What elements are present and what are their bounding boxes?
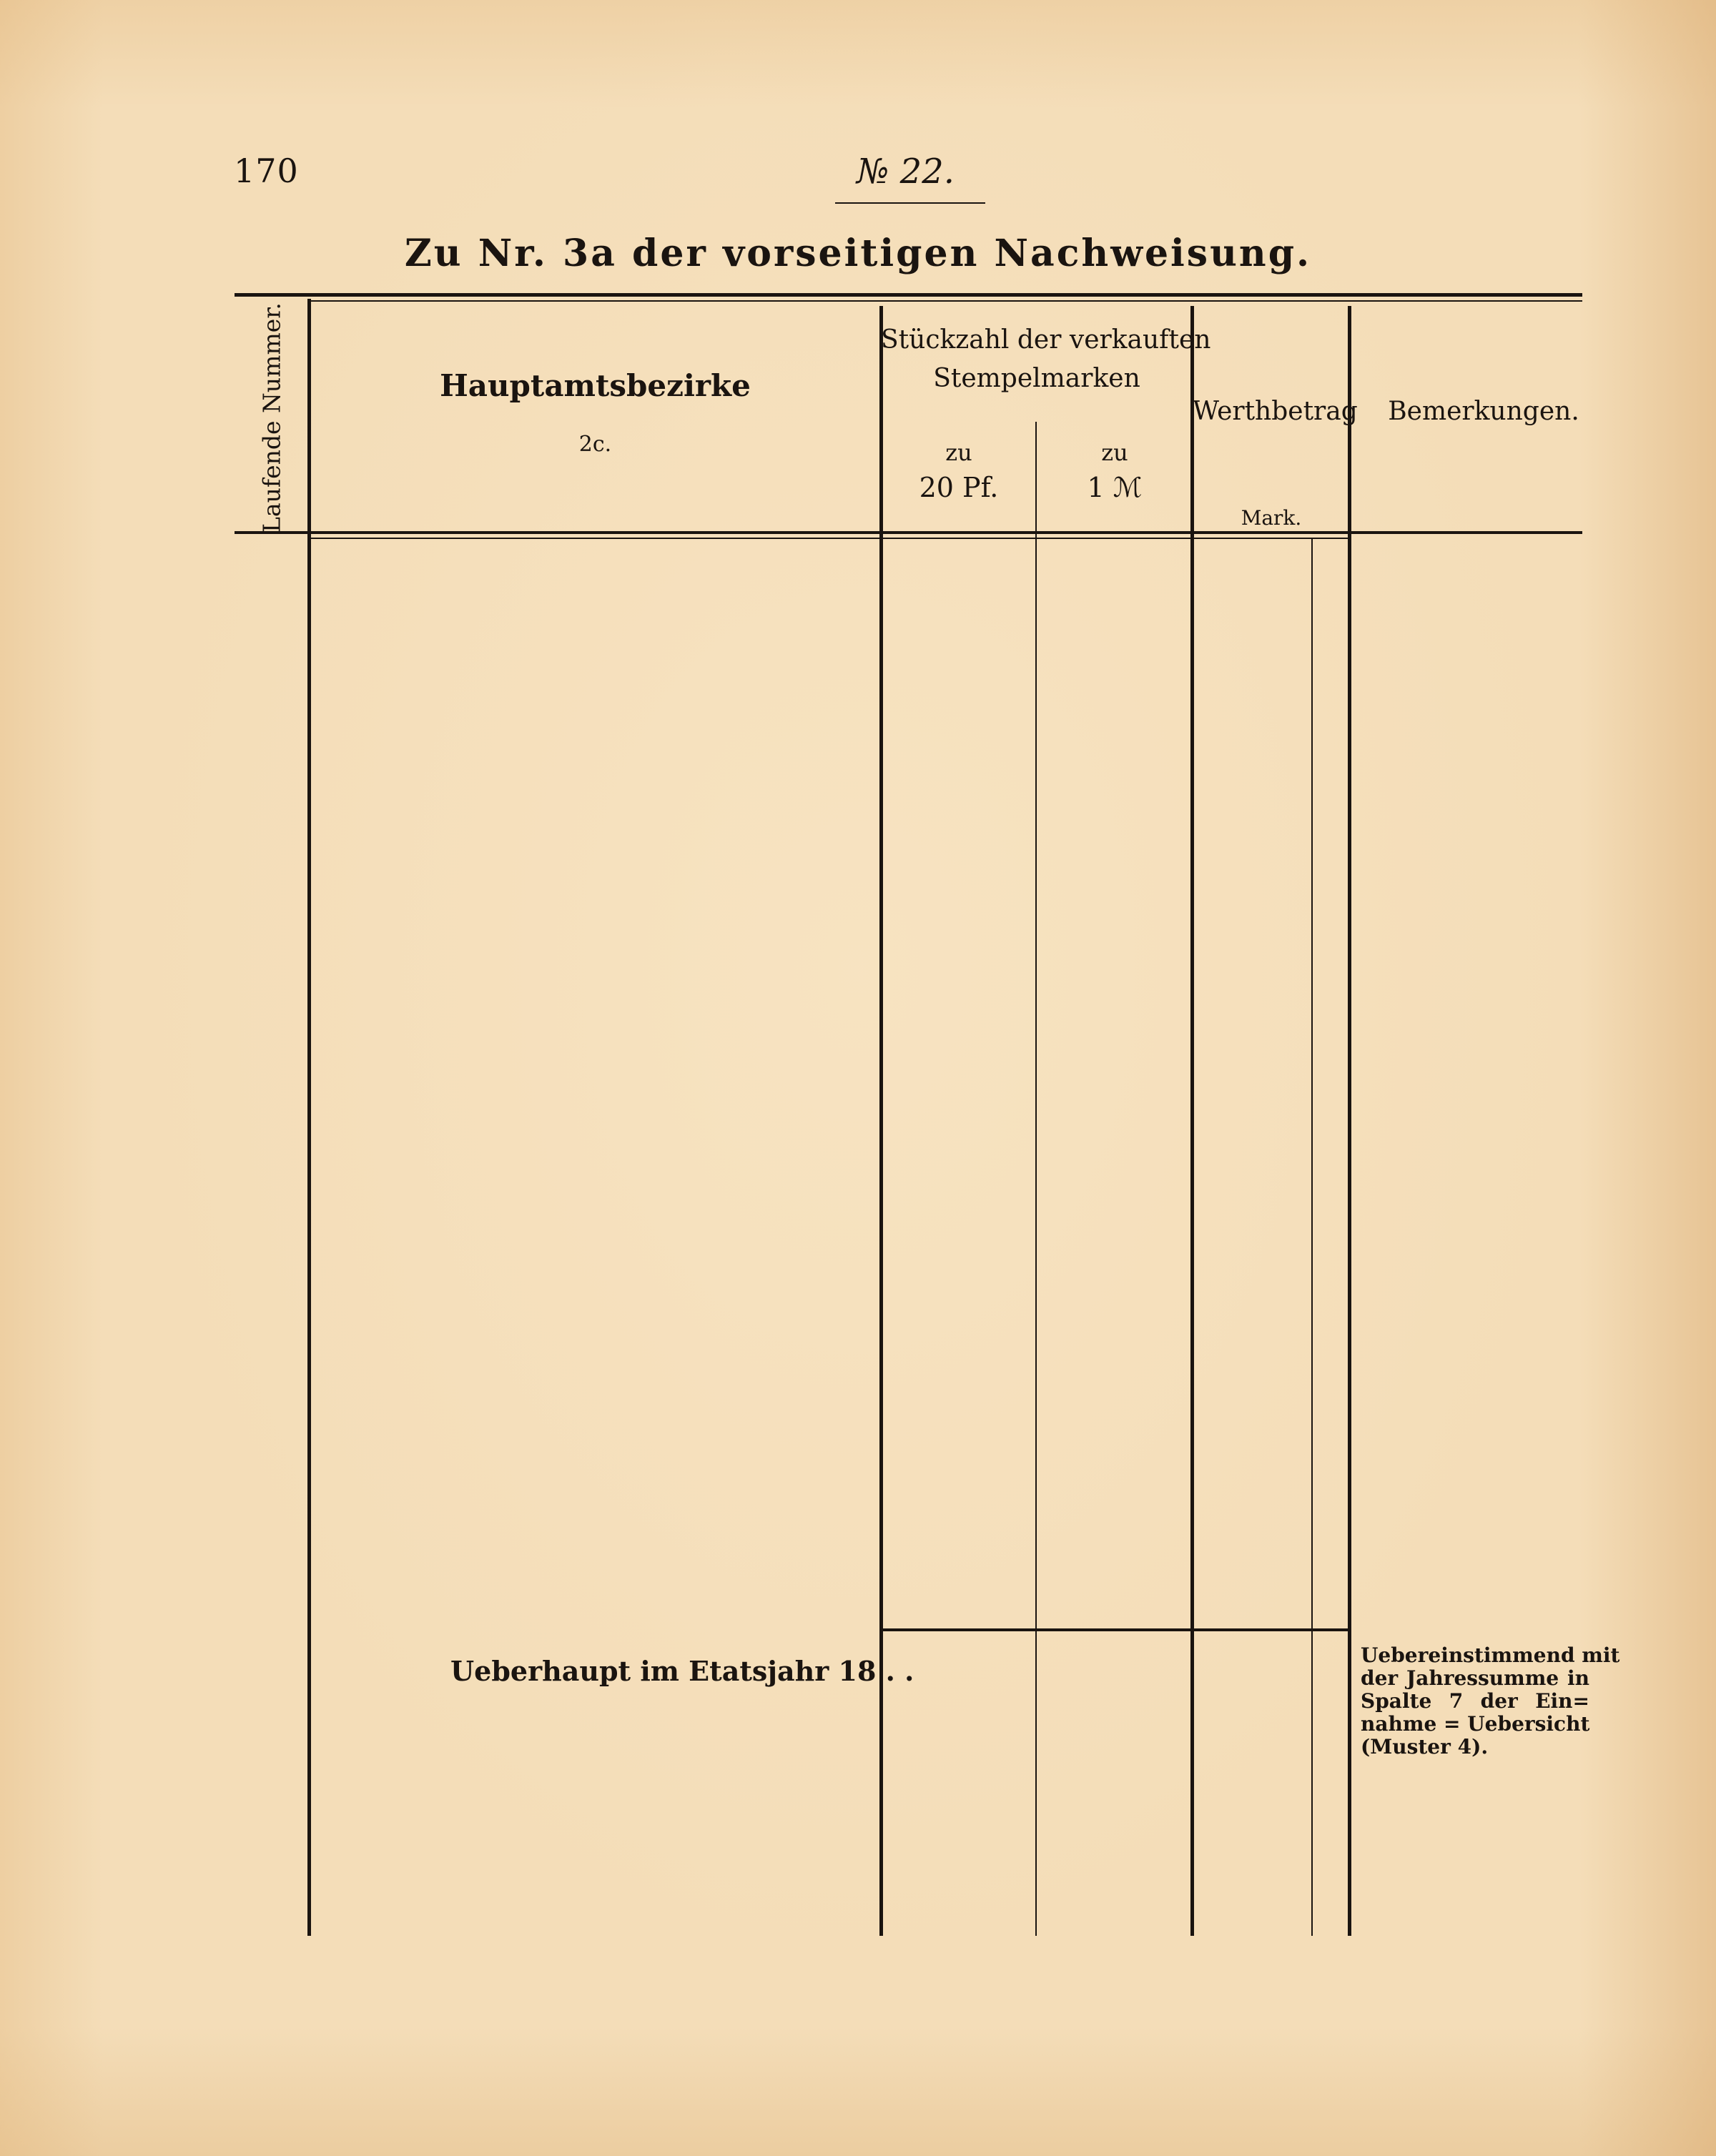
header-pieces-line1: Stückzahl der verkauften (881, 325, 1211, 355)
header-sub-a-value: 20 Pf. (919, 472, 999, 503)
page-number: 170 (234, 152, 299, 190)
form-number-underline (835, 202, 985, 204)
column-rule-6 (1348, 306, 1351, 1936)
header-value-unit: Mark. (1241, 506, 1302, 530)
header-districts-etc: 2c. (578, 432, 612, 457)
remarks-note-line: Spalte 7 der Ein= (1361, 1689, 1589, 1713)
table-top-rule (235, 293, 1582, 297)
header-sub-b-prefix: zu (1101, 439, 1128, 466)
total-row-rule (879, 1628, 1348, 1631)
table-top-rule-thin (307, 300, 1582, 302)
column-rule-2 (879, 306, 883, 1936)
column-rule-5 (1311, 539, 1313, 1936)
column-rule-3 (1035, 422, 1037, 1936)
remarks-note (1361, 1643, 1620, 1759)
header-bottom-rule (235, 531, 1582, 534)
remarks-note-line: der Jahressumme in (1361, 1666, 1589, 1690)
header-running-number-label: Laufende Nummer. (257, 302, 286, 533)
header-districts: Hauptamtsbezirke (440, 368, 751, 403)
remarks-note-line: nahme = Uebersicht (1361, 1712, 1590, 1736)
page-title: Zu Nr. 3a der vorseitigen Nachweisung. (404, 232, 1312, 275)
header-sub-a-prefix: zu (945, 439, 972, 466)
total-row-label: Ueberhaupt im Etatsjahr 18 . . (450, 1655, 914, 1687)
header-value: Werthbetrag (1193, 397, 1358, 426)
header-sub-b-value: 1 ℳ (1087, 472, 1143, 503)
remarks-note-line: (Muster 4). (1361, 1735, 1489, 1759)
remarks-note-line: Uebereinstimmend mit (1361, 1643, 1620, 1667)
header-remarks: Bemerkungen. (1388, 397, 1579, 426)
header-running-number (235, 304, 309, 531)
column-rule-1 (307, 299, 311, 1936)
column-rule-4 (1190, 306, 1194, 1936)
header-pieces-line2: Stempelmarken (933, 364, 1140, 393)
form-number: № 22. (857, 152, 955, 192)
